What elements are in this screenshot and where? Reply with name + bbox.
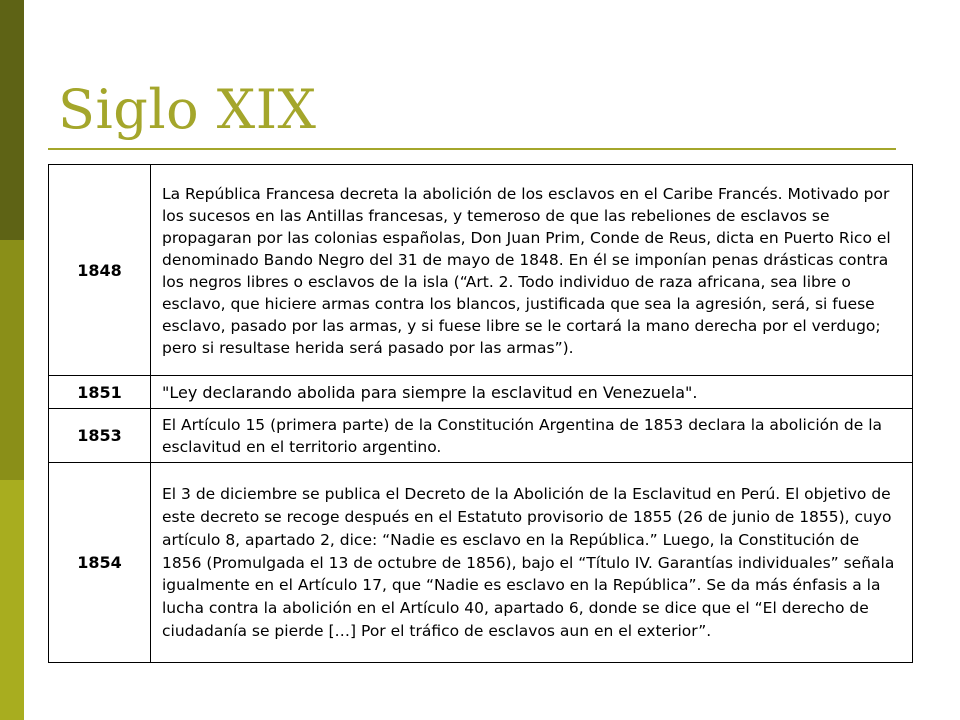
sidebar-accent-top (0, 0, 24, 240)
year-cell: 1851 (49, 376, 151, 409)
sidebar-accent-middle (0, 240, 24, 480)
table-row (49, 409, 913, 463)
table-row (49, 463, 913, 663)
sidebar-accent-bottom (0, 480, 24, 720)
title-divider (48, 148, 896, 150)
description-cell: La República Francesa decreta la abolición de los esclavos en el Caribe Francés. Motivado por los sucesos en las Antillas francesas, y temeroso de que las rebeliones de esclavos se propagaran por las colonias españolas, Don Juan Prim, Conde de Reus, dicta en Puerto Rico el denominado Bando Negro del 31 de mayo de 1848. En él se imponían penas drásticas contra los negros libres o esclavos de la isla (“Art. 2. Todo individuo de raza africana, sea libre o esclavo, que hiciere armas contra los blancos, justificada que sea la agresión, será, si fuese esclavo, pasado por las armas, y si fuese libre se le cortará la mano derecha por el verdugo; pero si resultase herida será pasado por las armas”). (151, 165, 913, 376)
year-cell: 1853 (49, 409, 151, 463)
table-row (49, 165, 913, 376)
description-cell: El Artículo 15 (primera parte) de la Constitución Argentina de 1853 declara la abolición de la esclavitud en el territorio argentino. (151, 409, 913, 463)
slide-title: Siglo XIX (58, 78, 317, 141)
year-cell: 1854 (49, 463, 151, 663)
description-cell: El 3 de diciembre se publica el Decreto de la Abolición de la Esclavitud en Perú. El objetivo de este decreto se recoge después en el Estatuto provisorio de 1855 (26 de junio de 1855), cuyo artículo 8, apartado 2, dice: “Nadie es esclavo en la República.” Luego, la Constitución de 1856 (Promulgada el 13 de octubre de 1856), bajo el “Título IV. Garantías individuales” señala igualmente en el Artículo 17, que “Nadie es esclavo en la República”. Se da más énfasis a la lucha contra la abolición en el Artículo 40, apartado 6, donde se dice que el “El derecho de ciudadanía se pierde […] Por el tráfico de esclavos aun en el exterior”. (151, 463, 913, 663)
timeline-table (48, 164, 913, 663)
description-cell: "Ley declarando abolida para siempre la esclavitud en Venezuela". (151, 376, 913, 409)
table-row (49, 376, 913, 409)
year-cell: 1848 (49, 165, 151, 376)
timeline-table-container (48, 164, 912, 663)
